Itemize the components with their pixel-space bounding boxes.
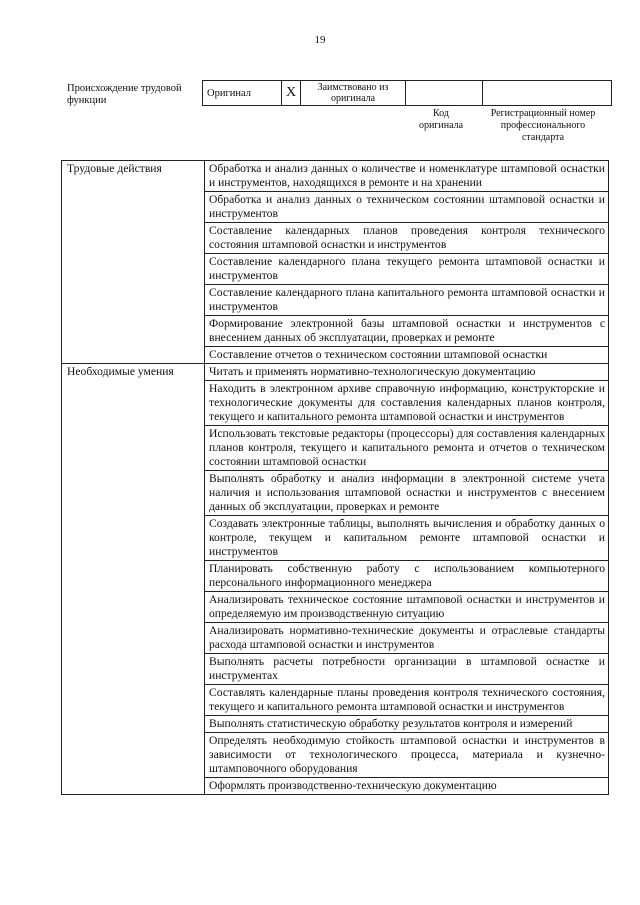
- original-cell: Оригинал: [203, 81, 282, 106]
- required-skill-item: Анализировать техническое состояние штамповой оснастки и инструментов и определяемую им производственную ситуацию: [205, 592, 609, 623]
- required-skill-item: Создавать электронные таблицы, выполнять вычисления и обработку данных о контроле, текущем и капитальном ремонте штамповой оснастки и инструментов: [205, 516, 609, 561]
- required-skill-item: Составлять календарные планы проведения контроля технического состояния, текущего и капитального ремонта штамповой оснастки и инструментов: [205, 685, 609, 716]
- labor-action-item-row: [62, 161, 609, 192]
- required-skill-item: Читать и применять нормативно-технологическую документацию: [205, 364, 609, 381]
- required-skill-item: Выполнять обработку и анализ информации в электронной системе учета наличия и использования штамповой оснастки и инструментов с внесением данных об эксплуатации, проверках и ремонте: [205, 471, 609, 516]
- code-caption: Код оригинала: [418, 108, 464, 131]
- labor-action-item: Составление календарного плана текущего ремонта штамповой оснастки и инструментов: [205, 254, 609, 285]
- labor-action-item: Обработка и анализ данных о техническом состоянии штамповой оснастки и инструментов: [205, 192, 609, 223]
- labor-action-item: Обработка и анализ данных о количестве и номенклатуре штамповой оснастки и инструментов, находящихся в ремонте и на хранении: [205, 161, 609, 192]
- required-skills-label: Необходимые умения: [62, 364, 205, 795]
- reg-number-caption: Регистрационный номер профессионального стандарта: [490, 108, 596, 143]
- labor-action-item: Составление отчетов о техническом состоянии штамповой оснастки: [205, 347, 609, 364]
- required-skill-item-row: [62, 364, 609, 381]
- page-number: 19: [314, 34, 326, 46]
- required-skill-item: Находить в электронном архиве справочную информацию, конструкторские и технологические документы для составления календарных планов контроля, текущего и капитального ремонта штамповой оснастки и инструментов: [205, 381, 609, 426]
- labor-action-item: Составление календарных планов проведения контроля технического состояния штамповой оснастки и инструментов: [205, 223, 609, 254]
- required-skill-item: Выполнять расчеты потребности организации в штамповой оснастке и инструментах: [205, 654, 609, 685]
- origin-table: [202, 80, 612, 106]
- required-skill-item: Оформлять производственно-техническую документацию: [205, 778, 609, 795]
- code-cell: [406, 81, 483, 106]
- required-skill-item: Выполнять статистическую обработку результатов контроля и измерений: [205, 716, 609, 733]
- required-skill-item: Использовать текстовые редакторы (процессоры) для составления календарных планов контроля, текущего и капитального ремонта и отчетов о техническом состоянии штамповой оснастки: [205, 426, 609, 471]
- function-table: [61, 160, 609, 795]
- borrowed-cell: Заимствовано из оригинала: [301, 81, 406, 106]
- original-mark: X: [282, 81, 301, 106]
- labor-action-item: Составление календарного плана капитального ремонта штамповой оснастки и инструментов: [205, 285, 609, 316]
- labor-action-item: Формирование электронной базы штамповой оснастки и инструментов с внесением данных об эксплуатации, проверках и ремонте: [205, 316, 609, 347]
- origin-label: Происхождение трудовой функции: [67, 83, 182, 106]
- required-skill-item: Планировать собственную работу с использованием компьютерного персонального информационного менеджера: [205, 561, 609, 592]
- required-skill-item: Определять необходимую стойкость штамповой оснастки и инструментов в зависимости от технологического процесса, материала и кузнечно-штамповочного оборудования: [205, 733, 609, 778]
- labor-actions-label: Трудовые действия: [62, 161, 205, 364]
- reg-number-cell: [483, 81, 612, 106]
- required-skill-item: Анализировать нормативно-технические документы и отраслевые стандарты расхода штамповой оснастки и инструментов: [205, 623, 609, 654]
